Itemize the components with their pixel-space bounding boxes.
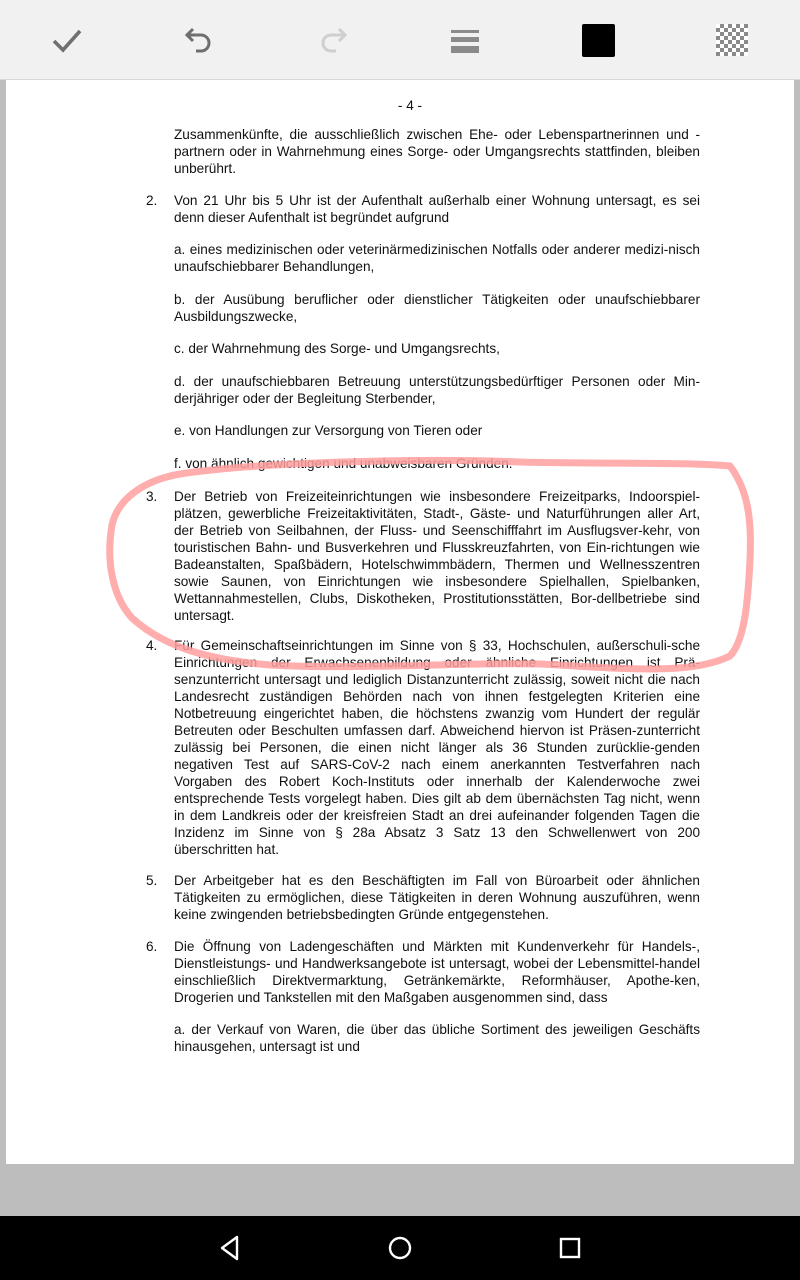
redo-icon[interactable] bbox=[307, 14, 359, 66]
item-number: 5. bbox=[146, 873, 158, 888]
item-number: 6. bbox=[146, 939, 158, 954]
transparency-icon[interactable] bbox=[706, 14, 758, 66]
item-4-text: Für Gemeinschaftseinrichtungen im Sinne von § 33, Hochschulen, außerschuli-sche Einrichtungen der Erwachsenenbildung oder ähnliche Einrichtungen ist Prä-senzunterricht untersagt und lediglich Distanzunterricht zulässig, soweit nicht die nach Landesrecht zuständigen Behörden nach von ihnen festgelegten Kriterien eine Notbetreuung eingerichtet haben, die höchstens zwanzig vom Hundert der regulär Betreuten oder Beschulten umfassen darf. Abweichend hiervon ist Präsen-zunterricht zulässig bei Personen, die einen nicht länger als 36 Stunden zurücklie-genden negativen Test auf SARS-CoV-2 nach einem anerkannten Testverfahren nach Vorgaben des Robert Koch-Instituts oder innerhalb der Kalenderwoche zwei entsprechende Tests vorgelegt haben. Dies gilt ab dem übernächsten Tag nicht, wenn in dem Landkreis oder der kreisfreien Stadt an drei aufeinander folgenden Tagen die Inzidenz im Sinne von § 28a Absatz 3 Satz 13 den Schwellenwert von 200 überschritten hat. bbox=[174, 638, 700, 857]
item-2f-text: f. von ähnlich gewichtigen und unabweisbaren Gründen. bbox=[174, 456, 513, 471]
editor-toolbar bbox=[0, 0, 800, 80]
line-weight-icon[interactable] bbox=[439, 14, 491, 66]
item-number: 3. bbox=[146, 489, 158, 504]
intro-paragraph: Zusammenkünfte, die ausschließlich zwischen Ehe- oder Lebenspartnerinnen und -partnern oder in Wahrnehmung eines Sorge- oder Umgangsrechts stattfinden, bleiben unberührt. bbox=[174, 127, 700, 176]
item-2-text: Von 21 Uhr bis 5 Uhr ist der Aufenthalt außerhalb einer Wohnung untersagt, es sei denn dieser Aufenthalt ist begründet aufgrund bbox=[174, 193, 700, 225]
document-content bbox=[6, 80, 794, 1164]
item-2d-text: d. der unaufschiebbaren Betreuung unterstützungsbedürftiger Personen oder Min-derjähriger oder der Begleitung Sterbender, bbox=[174, 374, 700, 406]
item-2e-text: e. von Handlungen zur Versorgung von Tieren oder bbox=[174, 423, 483, 438]
item-2a-text: a. eines medizinischen oder veterinärmedizinischen Notfalls oder anderer medizi-nisch unaufschiebbarer Behandlungen, bbox=[174, 242, 700, 274]
color-swatch-icon[interactable] bbox=[572, 14, 624, 66]
item-6a-text: a. der Verkauf von Waren, die über das übliche Sortiment des jeweiligen Geschäfts hinausgehen, untersagt ist und bbox=[174, 1022, 700, 1054]
page-number: - 4 - bbox=[397, 98, 423, 113]
item-5-text: Der Arbeitgeber hat es den Beschäftigten im Fall von Büroarbeit oder ähnlichen Tätigkeiten zu ermöglichen, diese Tätigkeiten in deren Wohnung auszuführen, wenn keine zwingenden betriebsbedingten Gründe entgegenstehen. bbox=[174, 873, 700, 922]
recents-icon[interactable] bbox=[550, 1228, 590, 1268]
item-number: 2. bbox=[146, 193, 158, 208]
item-6-text: Die Öffnung von Ladengeschäften und Märkten mit Kundenverkehr für Handels-, Dienstleistungs- und Handwerksangebote ist untersagt, wobei der Lebensmittel-handel einschließlich Direktvermarktung, Getränkemärkte, Reformhäuser, Apothe-ken, Drogerien und Tankstellen mit den Maßgaben ausgenommen sind, dass bbox=[174, 939, 700, 1005]
item-2c-text: c. der Wahrnehmung des Sorge- und Umgangsrechts, bbox=[174, 341, 500, 356]
system-navigation-bar bbox=[0, 1216, 800, 1280]
item-2b-text: b. der Ausübung beruflicher oder dienstlicher Tätigkeiten oder unaufschiebbarer Ausbildungszwecke, bbox=[174, 292, 700, 324]
home-icon[interactable] bbox=[380, 1228, 420, 1268]
item-3-text: Der Betrieb von Freizeiteinrichtungen wie insbesondere Freizeitparks, Indoorspiel-plätzen, gewerbliche Freizeitaktivitäten, Stadt-, Gäste- und Naturführungen aller Art, der Betrieb von Seilbahnen, der Fluss- und Seenschifffahrt im Ausflugsver-kehr, von touristischen Bahn- und Busverkehren und Flusskreuzfahrten, von Ein-richtungen wie Badeanstalten, Spaßbädern, Hotelschwimmbädern, Thermen und Wellnesszentren sowie Saunen, von Einrichtungen wie insbesondere Spielhallen, Spielbanken, Wettannahmestellen, Clubs, Diskotheken, Prostitutionsstätten, Bor-dellbetriebe sind untersagt. bbox=[174, 489, 700, 623]
undo-icon[interactable] bbox=[173, 14, 225, 66]
item-number: 4. bbox=[146, 638, 158, 653]
back-icon[interactable] bbox=[210, 1228, 250, 1268]
document-page[interactable] bbox=[6, 80, 794, 1164]
check-icon[interactable] bbox=[41, 14, 93, 66]
